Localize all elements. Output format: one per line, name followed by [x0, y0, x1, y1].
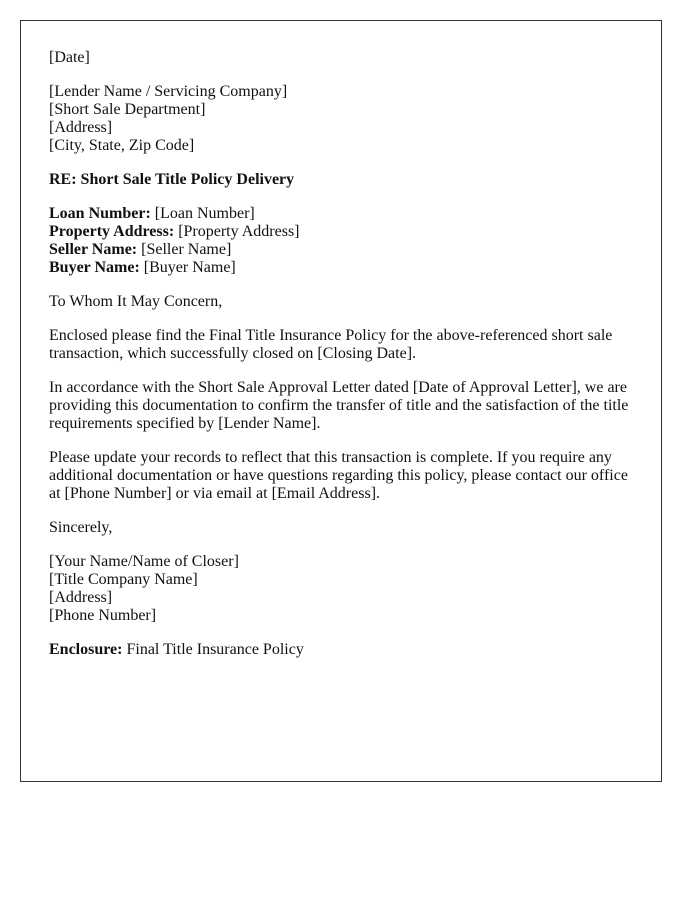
detail-seller-name [49, 241, 633, 259]
detail-loan-number [49, 205, 633, 223]
detail-buyer-name [49, 259, 633, 277]
recipient-line: [Address] [49, 119, 113, 136]
detail-property-address [49, 223, 633, 241]
recipient-line: [Lender Name / Servicing Company] [49, 83, 288, 100]
enclosure-value: Final Title Insurance Policy [122, 641, 304, 658]
subject-line [49, 171, 633, 189]
letter-page [20, 20, 662, 782]
body-paragraph: In accordance with the Short Sale Approval Letter dated [Date of Approval Letter], we are providing this documentation to confirm the transfer of title and the satisfaction of the title requirements specified by [Lender Name]. [49, 379, 629, 432]
recipient-line: [Short Sale Department] [49, 101, 206, 118]
closing: Sincerely, [49, 519, 113, 536]
salutation: To Whom It May Concern, [49, 293, 223, 310]
detail-value: [Buyer Name] [139, 259, 236, 276]
detail-label: Loan Number: [49, 205, 151, 222]
recipient-line: [City, State, Zip Code] [49, 137, 195, 154]
signature-line: [Your Name/Name of Closer] [49, 553, 239, 570]
body-paragraph: Please update your records to reflect that this transaction is complete. If you require any additional documentation or have questions regarding this policy, please contact our office at [Phone Number] or via email at [Email Address]. [49, 449, 628, 502]
letter-content [49, 49, 633, 675]
transaction-details [49, 205, 633, 277]
signature-block [49, 553, 633, 625]
detail-label: Property Address: [49, 223, 175, 240]
recipient-address [49, 83, 633, 155]
body-paragraph: Enclosed please find the Final Title Insurance Policy for the above-referenced short sale transaction, which successfully closed on [Closing Date]. [49, 327, 613, 362]
detail-label: Buyer Name: [49, 259, 140, 276]
detail-value: [Property Address] [174, 223, 300, 240]
detail-value: [Loan Number] [150, 205, 255, 222]
letter-date: [Date] [49, 49, 90, 66]
signature-line: [Phone Number] [49, 607, 157, 624]
detail-label: Seller Name: [49, 241, 138, 258]
enclosure-line [49, 641, 633, 659]
signature-line: [Address] [49, 589, 113, 606]
signature-line: [Title Company Name] [49, 571, 198, 588]
detail-value: [Seller Name] [137, 241, 232, 258]
enclosure-label: Enclosure: [49, 641, 123, 658]
subject-text: RE: Short Sale Title Policy Delivery [49, 171, 295, 188]
